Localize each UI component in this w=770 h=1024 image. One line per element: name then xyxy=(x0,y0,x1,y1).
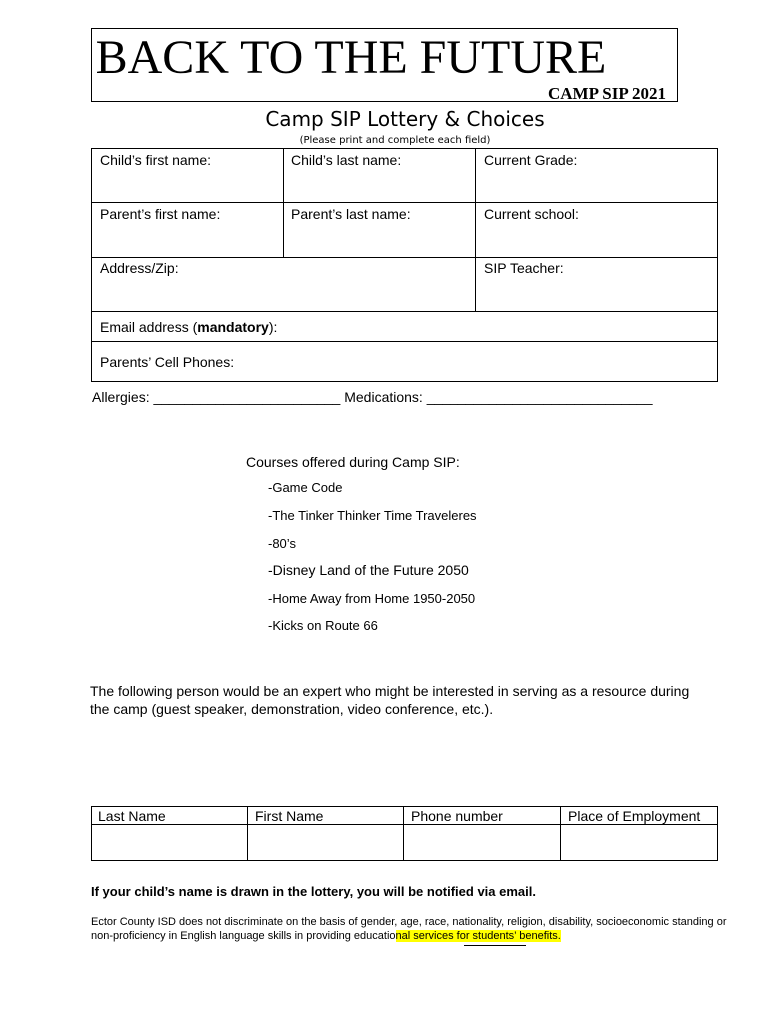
parents-cell-phones-field[interactable]: Parents’ Cell Phones: xyxy=(100,354,235,370)
current-grade-field[interactable]: Current Grade: xyxy=(484,152,578,168)
form-heading: Camp SIP Lottery & Choices xyxy=(265,107,545,131)
course-item: -Home Away from Home 1950-2050 xyxy=(268,591,476,606)
course-item: -Kicks on Route 66 xyxy=(268,618,378,633)
address-zip-field[interactable]: Address/Zip: xyxy=(100,260,179,276)
courses-title: Courses offered during Camp SIP: xyxy=(246,454,460,470)
phone-number-cell[interactable] xyxy=(404,825,560,860)
course-item: -The Tinker Thinker Time Traveleres xyxy=(268,508,477,523)
legal-highlighted-text: nal services for students’ benefits. xyxy=(395,930,561,942)
course-item: -Disney Land of the Future 2050 xyxy=(268,562,469,578)
current-school-field[interactable]: Current school: xyxy=(484,206,579,222)
email-label-suffix: ): xyxy=(268,319,278,335)
child-last-name-field[interactable]: Child’s last name: xyxy=(291,152,402,168)
sip-teacher-field[interactable]: SIP Teacher: xyxy=(484,260,564,276)
course-item: -80’s xyxy=(268,536,296,551)
last-name-cell[interactable] xyxy=(92,825,247,860)
grid-divider xyxy=(91,202,718,203)
parent-first-name-field[interactable]: Parent’s first name: xyxy=(100,206,221,222)
grid-divider xyxy=(91,341,718,342)
registration-form-grid xyxy=(91,148,718,382)
column-header-last-name: Last Name xyxy=(98,808,166,824)
parent-last-name-field[interactable]: Parent’s last name: xyxy=(291,206,411,222)
page-title: BACK TO THE FUTURE xyxy=(95,31,607,84)
child-first-name-field[interactable]: Child’s first name: xyxy=(100,152,212,168)
nondiscrimination-statement xyxy=(91,915,731,943)
page-subtitle: CAMP SIP 2021 xyxy=(548,84,667,103)
column-header-place-of-employment: Place of Employment xyxy=(568,808,701,824)
place-of-employment-cell[interactable] xyxy=(561,825,717,860)
legal-text: Ector County ISD does not discriminate on the basis of gender, age, race, nationality, religion, disability, socioeconomic standing or non-proficiency in English language skills in providing educatio xyxy=(91,916,727,942)
grid-divider xyxy=(475,148,476,311)
email-address-field[interactable] xyxy=(100,319,277,335)
expert-description: The following person would be an expert who might be interested in serving as a resource during the camp (guest speaker, demonstration, video conference, etc.). xyxy=(90,683,690,717)
grid-divider xyxy=(91,311,718,312)
grid-divider xyxy=(91,257,718,258)
form-instruction: (Please print and complete each field) xyxy=(299,135,491,146)
lottery-notice: If your child’s name is drawn in the lottery, you will be notified via email. xyxy=(91,884,536,899)
grid-divider xyxy=(283,148,284,257)
email-label: Email address ( xyxy=(100,319,198,335)
course-item: -Game Code xyxy=(268,480,343,495)
column-header-phone-number: Phone number xyxy=(411,808,503,824)
allergies-medications-line[interactable]: Allergies: ________________________ Medications: _____________________________ xyxy=(92,389,653,405)
email-mandatory-label: mandatory xyxy=(197,319,269,335)
underline-mark xyxy=(464,945,526,946)
column-header-first-name: First Name xyxy=(255,808,324,824)
first-name-cell[interactable] xyxy=(248,825,403,860)
